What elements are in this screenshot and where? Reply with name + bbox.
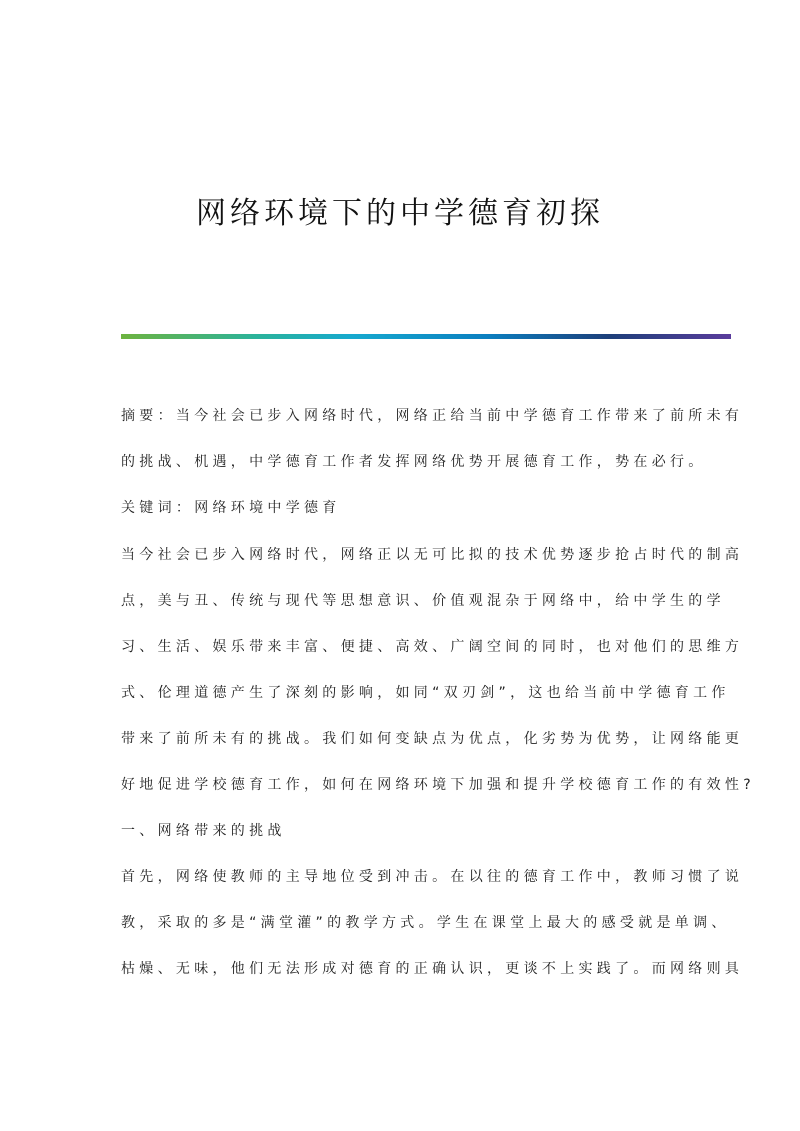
section-heading: 一、网络带来的挑战 <box>121 823 286 839</box>
keywords-line: 关键词：网络环境中学德育 <box>121 500 341 516</box>
gradient-divider <box>121 334 731 339</box>
body-line: 教，采取的多是“满堂灌”的教学方式。学生在课堂上最大的感受就是单调、 <box>121 915 730 931</box>
body-line: 好地促进学校德育工作，如何在网络环境下加强和提升学校德育工作的有效性? <box>121 777 755 793</box>
body-line: 首先，网络使教师的主导地位受到冲击。在以往的德育工作中，教师习惯了说 <box>121 869 744 885</box>
abstract-line: 的挑战、机遇，中学德育工作者发挥网络优势开展德育工作，势在必行。 <box>121 454 707 470</box>
body-line: 当今社会已步入网络时代，网络正以无可比拟的技术优势逐步抢占时代的制高 <box>121 547 744 563</box>
body-line: 式、伦理道德产生了深刻的影响，如同“双刃剑”，这也给当前中学德育工作 <box>121 685 730 701</box>
document-title: 网络环境下的中学德育初探 <box>196 196 604 231</box>
body-line: 点，美与丑、传统与现代等思想意识、价值观混杂于网络中，给中学生的学 <box>121 593 725 609</box>
body-line: 带来了前所未有的挑战。我们如何变缺点为优点，化劣势为优势，让网络能更 <box>121 731 744 747</box>
body-line: 习、生活、娱乐带来丰富、便捷、高效、广阔空间的同时，也对他们的思维方 <box>121 639 744 655</box>
body-line: 枯燥、无味，他们无法形成对德育的正确认识，更谈不上实践了。而网络则具 <box>121 961 744 977</box>
abstract-line: 摘要：当今社会已步入网络时代，网络正给当前中学德育工作带来了前所未有 <box>121 408 744 424</box>
